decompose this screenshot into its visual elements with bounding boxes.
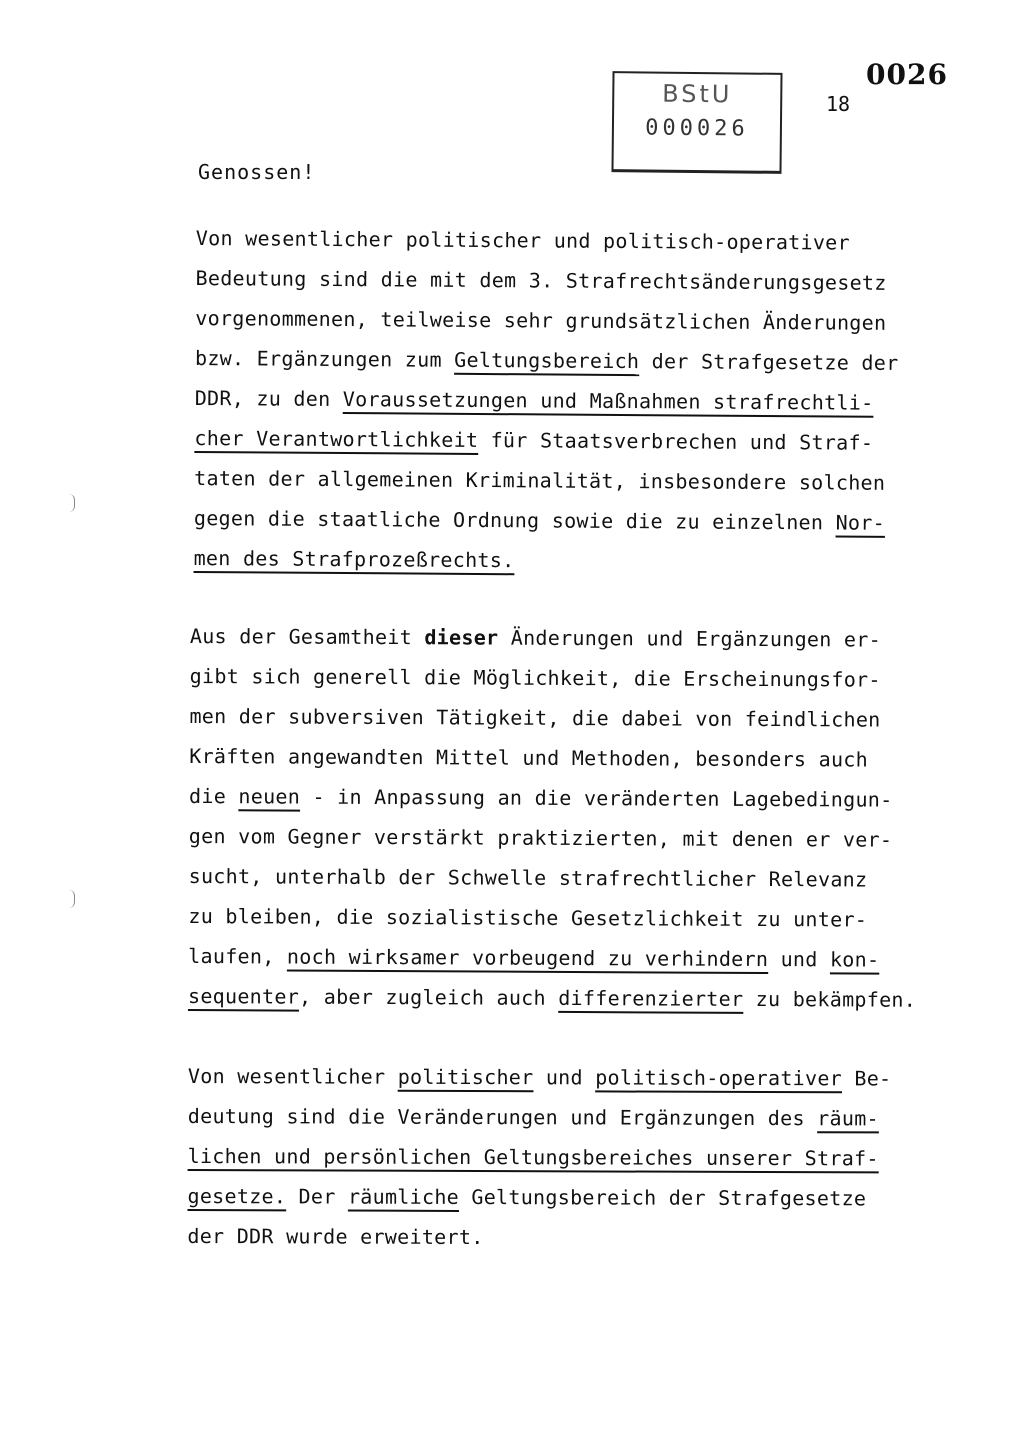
text-line (188, 976, 948, 1020)
paragraph-2 (188, 616, 950, 1020)
underlined-text: politischer (397, 1064, 534, 1090)
underlined-text: men des Strafprozeßrechts. (193, 545, 515, 573)
text-segment: , aber zugleich auch (299, 984, 559, 1010)
paragraph-1 (193, 218, 955, 583)
text-segment: der DDR wurde erweitert. (187, 1223, 484, 1250)
punch-hole-mark (68, 890, 75, 908)
text-segment: Von wesentlicher politischer und politisch-operativer (195, 225, 851, 255)
underlined-text: differenzierter (558, 985, 744, 1011)
archive-number: 0026 (866, 58, 948, 91)
text-segment: Be- (842, 1066, 892, 1091)
text-segment: der Strafgesetze der (639, 349, 899, 375)
text-line (189, 736, 949, 780)
text-line (189, 776, 949, 820)
bold-text: dieser (424, 625, 499, 650)
underlined-text: Nor- (835, 510, 886, 535)
text-segment: Kräften angewandten Mittel und Methoden, besonders auch (189, 743, 869, 772)
text-segment: für Staatsverbrechen und Straf- (478, 427, 874, 455)
text-segment: die (188, 783, 239, 809)
salutation: Genossen! (198, 160, 316, 184)
underlined-text: politisch-operativer (595, 1065, 843, 1091)
text-line (189, 696, 949, 740)
text-segment: gegen die staatliche Ordnung sowie die zu einzelnen (193, 505, 836, 535)
text-segment: bzw. Ergänzungen zum (194, 345, 455, 372)
text-line (188, 896, 948, 940)
text-line (195, 378, 955, 423)
text-line (188, 1096, 948, 1139)
text-line (193, 538, 953, 583)
text-line (187, 1176, 947, 1219)
text-line (190, 616, 950, 660)
page-number: 18 (826, 92, 851, 116)
underlined-text: cher Verantwortlichkeit (194, 425, 479, 452)
text-line (194, 458, 954, 503)
text-segment: Geltungsbereich der Strafgesetze (458, 1184, 867, 1211)
text-line (188, 1136, 948, 1179)
text-line (195, 258, 955, 303)
text-segment: und (533, 1065, 596, 1090)
underlined-text: Geltungsbereich (454, 347, 640, 374)
text-segment: Der (286, 1184, 349, 1209)
text-segment: zu bekämpfen. (743, 986, 917, 1012)
text-line (188, 1056, 948, 1099)
text-line (190, 656, 950, 700)
underlined-text: gesetze. (187, 1183, 287, 1209)
underlined-text: räum- (817, 1106, 879, 1131)
text-segment: taten der allgemeinen Kriminalität, insbesondere solchen (194, 465, 886, 495)
archive-stamp (611, 71, 782, 174)
text-line (195, 298, 955, 343)
text-segment: laufen, (188, 943, 288, 969)
underlined-text: sequenter (187, 983, 300, 1009)
text-segment: gibt sich generell die Möglichkeit, die Erscheinungsfor- (189, 663, 881, 692)
underlined-text: räumliche (347, 1184, 460, 1209)
underlined-text: kon- (829, 947, 880, 972)
text-segment: gen vom Gegner verstärkt praktizierten, mit denen er ver- (188, 823, 893, 852)
text-segment: men der subversiven Tätigkeit, die dabei von feindlichen (189, 703, 881, 732)
text-segment: und (768, 947, 831, 972)
text-line (189, 856, 949, 900)
stamp-agency: BStU (662, 79, 733, 109)
text-line (189, 816, 949, 860)
stamp-number: 000026 (645, 115, 749, 142)
text-segment: DDR, zu den (194, 385, 343, 412)
text-line (194, 418, 954, 463)
paragraph-3 (187, 1056, 948, 1259)
text-segment: - in Anpassung an die veränderten Lagebedingun- (300, 784, 893, 812)
text-segment: deutung sind die Veränderungen und Ergänzungen des (187, 1103, 818, 1131)
underlined-text: noch wirksamer vorbeugend zu verhindern (286, 944, 769, 972)
text-line (187, 1216, 947, 1259)
text-line (188, 936, 948, 980)
text-segment: zu bleiben, die sozialistische Gesetzlichkeit zu unter- (188, 903, 868, 932)
text-line (195, 338, 955, 383)
text-segment: Aus der Gesamtheit (189, 623, 425, 650)
underlined-text: neuen (238, 784, 301, 809)
punch-hole-mark (68, 494, 75, 512)
text-segment: Bedeutung sind die mit dem 3. Strafrechtsänderungsgesetz (195, 265, 887, 295)
text-line (194, 498, 954, 543)
text-segment: sucht, unterhalb der Schwelle strafrechtlicher Relevanz (188, 863, 868, 892)
text-line (196, 218, 956, 263)
underlined-text: lichen und persönlichen Geltungsbereiches unserer Straf- (187, 1143, 879, 1171)
text-segment: Änderungen und Ergänzungen er- (498, 625, 882, 652)
text-segment: Von wesentlicher (187, 1064, 398, 1089)
underlined-text: Voraussetzungen und Maßnahmen strafrechtli- (342, 387, 874, 415)
text-segment: vorgenommenen, teilweise sehr grundsätzlichen Änderungen (195, 305, 887, 335)
